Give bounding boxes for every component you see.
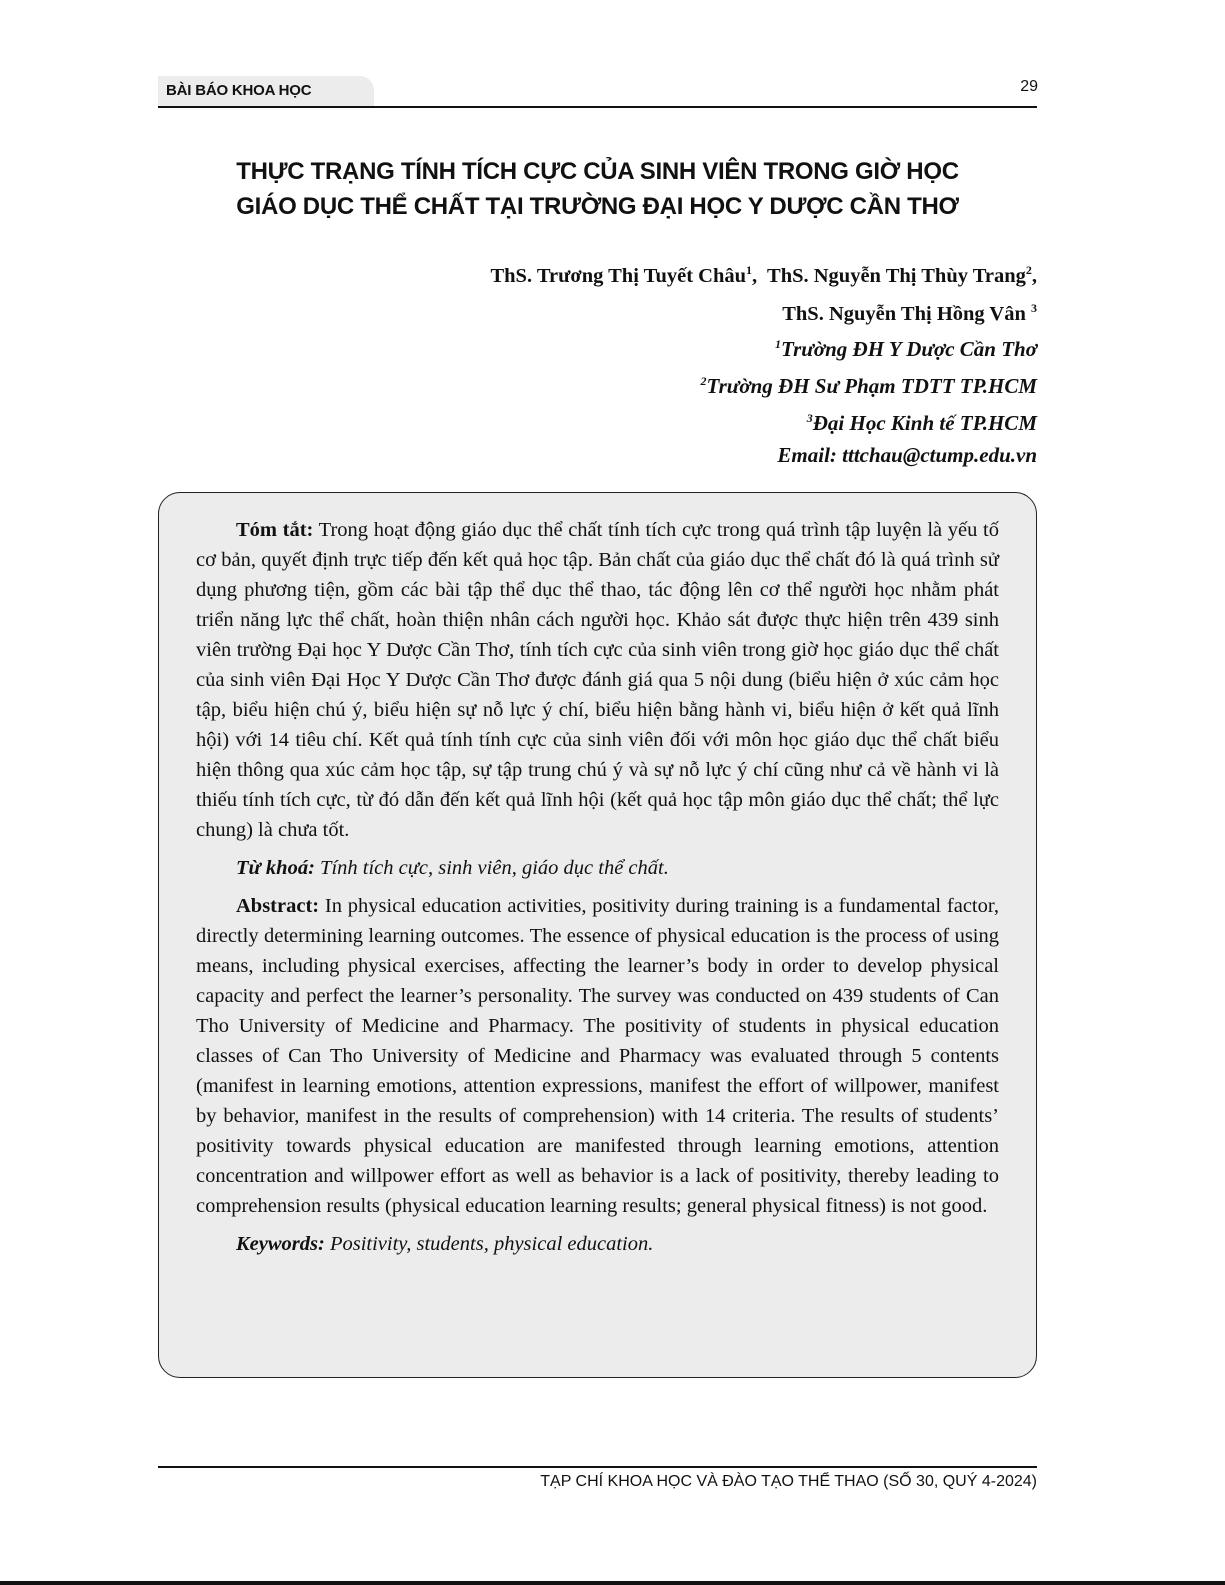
paper-title xyxy=(158,154,1037,224)
section-tag-label: BÀI BÁO KHOA HỌC xyxy=(166,82,312,99)
tomtat-paragraph xyxy=(196,515,999,845)
author-sup: 2 xyxy=(1025,263,1032,277)
tukhoa-label: Từ khoá: xyxy=(236,857,315,879)
email: Email: tttchau@ctump.edu.vn xyxy=(777,443,1037,467)
aff-sup: 1 xyxy=(775,337,782,351)
authors: ThS. Trương Thị Tuyết Châu$^1$, ThS. Nguyễn Thị Thùy Trang$^2$, ThS. Nguyễn Thị Hồng Vân $^3$ xyxy=(490,263,1037,325)
title-line-2: GIÁO DỤC THỂ CHẤT TẠI TRƯỜNG ĐẠI HỌC Y DƯỢC CẦN THƠ xyxy=(236,193,959,220)
affiliations xyxy=(701,328,1037,471)
tukhoa-text: Tính tích cực, sinh viên, giáo dục thể chất. xyxy=(314,857,669,879)
aff-sup: 2 xyxy=(700,374,707,388)
author-name: ThS. Nguyễn Thị Hồng Vân xyxy=(782,302,1026,325)
journal-footer: TẠP CHÍ KHOA HỌC VÀ ĐÀO TẠO THỂ THAO (SỐ 30, QUÝ 4-2024) xyxy=(540,1473,1037,1490)
abstract-label: Abstract: xyxy=(236,895,320,917)
author-name: ThS. Nguyễn Thị Thùy Trang xyxy=(767,264,1026,287)
author-sup: 3 xyxy=(1031,300,1037,315)
keywords-text: Positivity, students, physical education. xyxy=(324,1233,654,1255)
title-line-1: THỰC TRẠNG TÍNH TÍCH CỰC CỦA SINH VIÊN TRONG GIỜ HỌC xyxy=(236,158,959,185)
footer-divider xyxy=(158,1466,1037,1468)
keywords-label: Keywords: xyxy=(236,1233,325,1255)
author-sup: 1 xyxy=(746,263,753,277)
author-name: ThS. Trương Thị Tuyết Châu xyxy=(490,264,747,287)
keywords-paragraph xyxy=(196,1229,999,1259)
tukhoa-paragraph xyxy=(196,853,999,883)
aff-sup: 3 xyxy=(806,411,813,425)
tomtat-text: Trong hoạt động giáo dục thể chất tính tích cực trong quá trình tập luyện là yếu tố cơ bản, quyết định trực tiếp đến kết quả học tập. Bản chất của giáo dục thể chất đó là quá trình sử dụng phương tiện, gồm các bài tập thể dục thể thao, tác động lên cơ thể người học nhằm phát triển năng lực thể chất, hoàn thiện nhân cách người học. Khảo sát được thực hiện trên 439 sinh viên trường Đại học Y Dược Cần Thơ, tính tích cực của sinh viên trong giờ học giáo dục thể chất của sinh viên Đại Học Y Dược Cần Thơ được đánh giá qua 5 nội dung (biểu hiện ở xúc cảm học tập, biểu hiện chú ý, biểu hiện sự nỗ lực ý chí, biểu hiện bằng hành vi, biểu hiện ở kết quả lĩnh hội) với 14 tiêu chí. Kết quả tính tính cực của sinh viên đối với môn học giáo dục thể chất biểu hiện thông qua xúc cảm học tập, sự tập trung chú ý và sự nỗ lực ý chí cũng như cả về hành vi là thiếu tính tích cực, từ đó dẫn đến kết quả lĩnh hội (kết quả học tập môn giáo dục thể chất; thể lực chung) là chưa tốt. xyxy=(196,519,999,841)
affiliation: Trường ĐH Y Dược Cần Thơ xyxy=(781,337,1037,361)
affiliation: Trường ĐH Sư Phạm TDTT TP.HCM xyxy=(706,374,1037,398)
tomtat-label: Tóm tắt: xyxy=(236,519,314,541)
bottom-edge xyxy=(0,1581,1225,1585)
header-divider xyxy=(158,106,1037,108)
page-number: 29 xyxy=(1020,78,1038,95)
abstract-text: In physical education activities, positivity during training is a fundamental factor, directly determining learning outcomes. The essence of physical education is the process of using means, including physical exercises, affecting the learner’s body in order to develop physical capacity and perfect the learner’s personality. The survey was conducted on 439 students of Can Tho University of Medicine and Pharmacy. The positivity of students in physical education classes of Can Tho University of Medicine and Pharmacy was evaluated through 5 contents (manifest in learning emotions, attention expressions, manifest the effort of willpower, manifest by behavior, manifest in the results of comprehension) with 14 criteria. The results of students’ positivity towards physical education are manifested through learning emotions, attention concentration and willpower effort as well as behavior is a lack of positivity, thereby leading to comprehension results (physical education learning results; general physical fitness) is not good. xyxy=(196,895,999,1217)
abstract-box xyxy=(158,492,1037,1378)
section-tag xyxy=(158,76,374,106)
abstract-paragraph xyxy=(196,891,999,1221)
affiliation: Đại Học Kinh tế TP.HCM xyxy=(812,411,1037,435)
